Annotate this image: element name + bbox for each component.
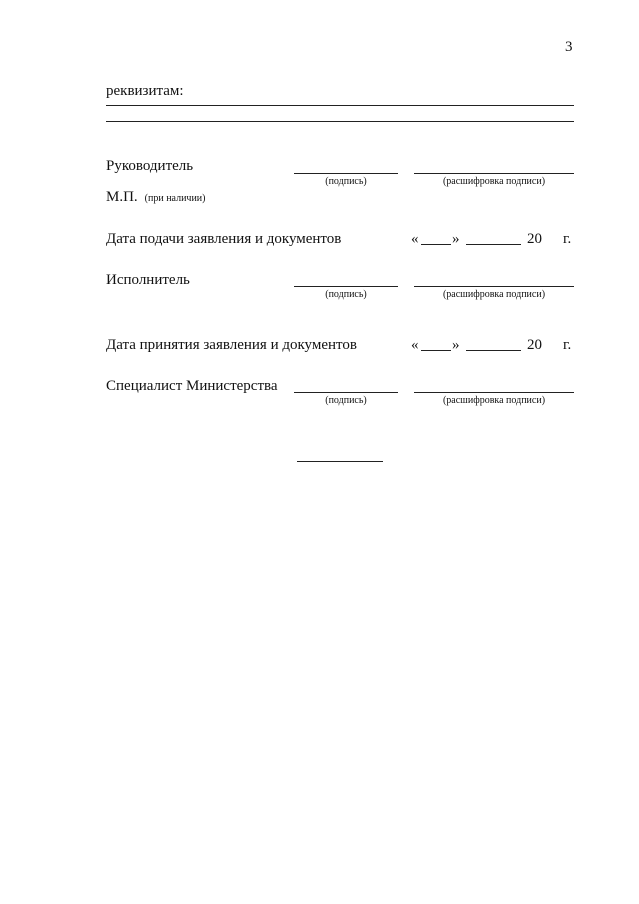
page-number: 3 — [565, 39, 573, 55]
stamp-row — [106, 188, 206, 206]
acceptance-quote-open: « — [411, 337, 419, 353]
submission-quote-close: » — [452, 231, 460, 247]
acceptance-date-label: Дата принятия заявления и документов — [106, 337, 357, 353]
specialist-signature-caption: (подпись) — [325, 395, 367, 406]
specialist-decoding-caption: (расшифровка подписи) — [442, 395, 546, 406]
acceptance-month-line[interactable] — [466, 350, 521, 351]
requisites-label: реквизитам: — [106, 83, 184, 99]
acceptance-quote-close: » — [452, 337, 460, 353]
executor-signature-line[interactable] — [294, 286, 398, 287]
submission-quote-open: « — [411, 231, 419, 247]
head-decoding-line[interactable] — [414, 173, 574, 174]
stamp-note: (при наличии) — [144, 193, 206, 204]
submission-date-label: Дата подачи заявления и документов — [106, 231, 342, 247]
acceptance-day-line[interactable] — [421, 350, 451, 351]
stamp-label: М.П. — [106, 189, 138, 205]
acceptance-year-suffix: г. — [563, 337, 572, 353]
head-signature-line[interactable] — [294, 173, 398, 174]
submission-year-suffix: г. — [563, 231, 572, 247]
submission-day-line[interactable] — [421, 244, 451, 245]
submission-year-prefix: 20 — [527, 231, 542, 247]
specialist-decoding-line[interactable] — [414, 392, 574, 393]
executor-decoding-caption: (расшифровка подписи) — [442, 289, 546, 300]
requisites-blank-line-1[interactable] — [106, 105, 574, 106]
submission-month-line[interactable] — [466, 244, 521, 245]
head-decoding-caption: (расшифровка подписи) — [442, 176, 546, 187]
requisites-blank-line-2[interactable] — [106, 121, 574, 122]
head-label: Руководитель — [106, 158, 194, 174]
acceptance-year-prefix: 20 — [527, 337, 542, 353]
executor-signature-caption: (подпись) — [325, 289, 367, 300]
head-signature-caption: (подпись) — [325, 176, 367, 187]
specialist-label: Специалист Министерства — [106, 378, 278, 394]
specialist-signature-line[interactable] — [294, 392, 398, 393]
executor-label: Исполнитель — [106, 272, 190, 288]
end-separator-line — [297, 461, 383, 462]
executor-decoding-line[interactable] — [414, 286, 574, 287]
